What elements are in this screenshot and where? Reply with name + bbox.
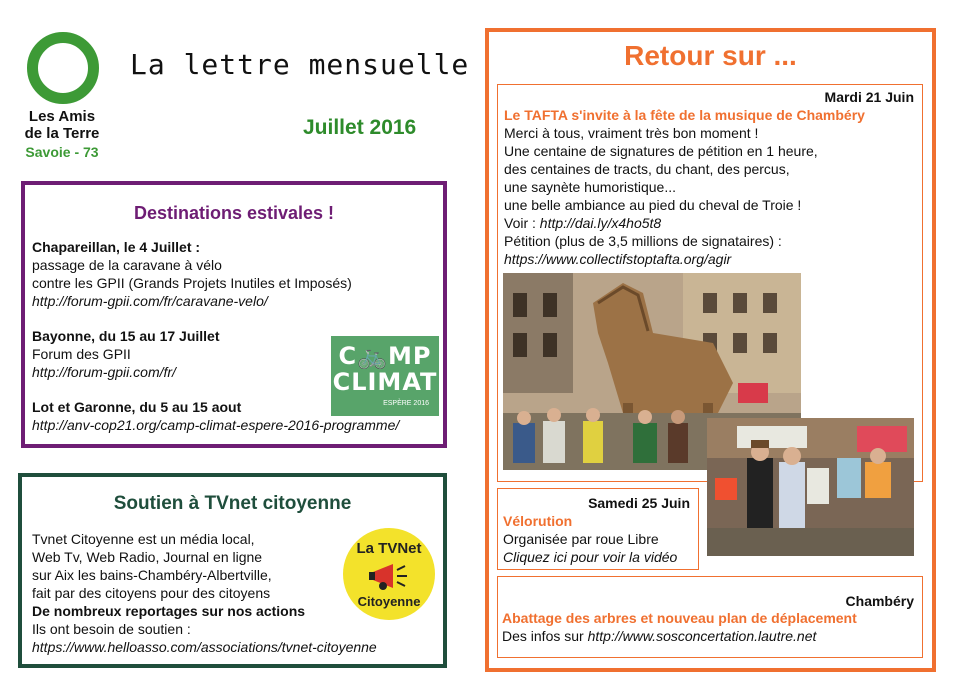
event-link[interactable]: http://anv-cop21.org/camp-climat-espere-2016-programme/ xyxy=(32,417,400,433)
tvnet-link[interactable]: https://www.helloasso.com/associations/tvnet-citoyenne xyxy=(32,639,377,655)
destinations-title: Destinations estivales ! xyxy=(133,203,335,223)
velorution-date: Samedi 25 Juin xyxy=(588,495,690,511)
chambery-info xyxy=(502,627,920,645)
tafta-petition: Pétition (plus de 3,5 millions de signataires) : xyxy=(504,233,782,249)
camp-logo-line1: C🚲MP xyxy=(338,342,432,370)
chambery-info-label: Des infos sur xyxy=(502,628,588,644)
destination-event-1 xyxy=(32,238,412,310)
tvnet-line: Ils ont besoin de soutien : xyxy=(32,621,191,637)
tvnet-line: De nombreux reportages sur nos actions xyxy=(32,603,306,619)
camp-logo-line2: CLIMAT xyxy=(332,368,438,396)
chambery-title: Abattage des arbres et nouveau plan de déplacement xyxy=(502,610,857,626)
tafta-line: Merci à tous, vraiment très bon moment ! xyxy=(504,125,759,141)
tafta-line: une saynète humoristique... xyxy=(504,179,676,195)
event-heading: Bayonne, du 15 au 17 Juillet xyxy=(32,328,220,344)
org-name xyxy=(12,108,112,142)
camp-logo-line3: ESPÈRE 2016 xyxy=(383,400,429,407)
tafta-text xyxy=(504,106,919,268)
tvnet-logo-top: La TVNet xyxy=(356,540,422,557)
tvnet-line: Tvnet Citoyenne est un média local, xyxy=(32,531,255,547)
event-heading: Chapareillan, le 4 Juillet : xyxy=(32,239,201,255)
tvnet-logo xyxy=(343,528,435,620)
voir-link[interactable]: http://dai.ly/x4ho5t8 xyxy=(539,215,662,231)
tvnet-line: Web Tv, Web Radio, Journal en ligne xyxy=(32,549,263,565)
logo-ring xyxy=(27,32,99,104)
velorution-link[interactable]: Cliquez ici pour voir la vidéo xyxy=(503,549,678,565)
event-heading: Lot et Garonne, du 5 au 15 aout xyxy=(32,399,242,415)
tafta-line: des centaines de tracts, du chant, des percus, xyxy=(504,161,790,177)
event-link[interactable]: http://forum-gpii.com/fr/caravane-velo/ xyxy=(32,293,268,309)
org-sub: Savoie - 73 xyxy=(25,144,99,160)
event-line: Forum des GPII xyxy=(32,346,131,362)
tafta-line: une belle ambiance au pied du cheval de Troie ! xyxy=(504,197,802,213)
megaphone-icon xyxy=(369,560,409,592)
petition-link[interactable]: https://www.collectifstoptafta.org/agir xyxy=(504,251,732,267)
event-line: contre les GPII (Grands Projets Inutiles et Imposés) xyxy=(32,275,352,291)
velorution-line: Organisée par roue Libre xyxy=(503,531,659,547)
newsletter-title: La lettre mensuelle xyxy=(130,48,470,81)
voir-label: Voir : xyxy=(504,215,540,231)
tafta-line: Une centaine de signatures de pétition en 1 heure, xyxy=(504,143,818,159)
org-name-line1: Les Amis xyxy=(28,108,96,125)
activists-photo xyxy=(707,418,914,556)
org-name-line2: de la Terre xyxy=(24,125,100,142)
tafta-title: Le TAFTA s'invite à la fête de la musique de Chambéry xyxy=(504,107,865,123)
tafta-date: Mardi 21 Juin xyxy=(824,89,914,105)
chambery-date: Chambéry xyxy=(845,593,914,609)
tvnet-text xyxy=(32,530,372,638)
destination-event-2 xyxy=(32,327,322,381)
newsletter-date: Juillet 2016 xyxy=(303,116,417,139)
activists-photo-drawing xyxy=(707,418,914,556)
tvnet-title: Soutien à TVnet citoyenne xyxy=(113,493,352,514)
event-link[interactable]: http://forum-gpii.com/fr/ xyxy=(32,364,176,380)
tafta-voir xyxy=(504,214,919,232)
chambery-text xyxy=(502,609,920,645)
tvnet-logo-bottom: Citoyenne xyxy=(357,594,421,609)
chambery-info-link[interactable]: http://www.sosconcertation.lautre.net xyxy=(587,628,817,644)
event-line: passage de la caravane à vélo xyxy=(32,257,222,273)
tvnet-line: fait par des citoyens pour des citoyens xyxy=(32,585,271,601)
velorution-title: Vélorution xyxy=(503,513,573,529)
retour-title: Retour sur ... xyxy=(624,40,797,71)
tvnet-line: sur Aix les bains-Chambéry-Albertville, xyxy=(32,567,272,583)
velorution-text xyxy=(503,512,698,566)
camp-climat-logo xyxy=(331,336,439,416)
